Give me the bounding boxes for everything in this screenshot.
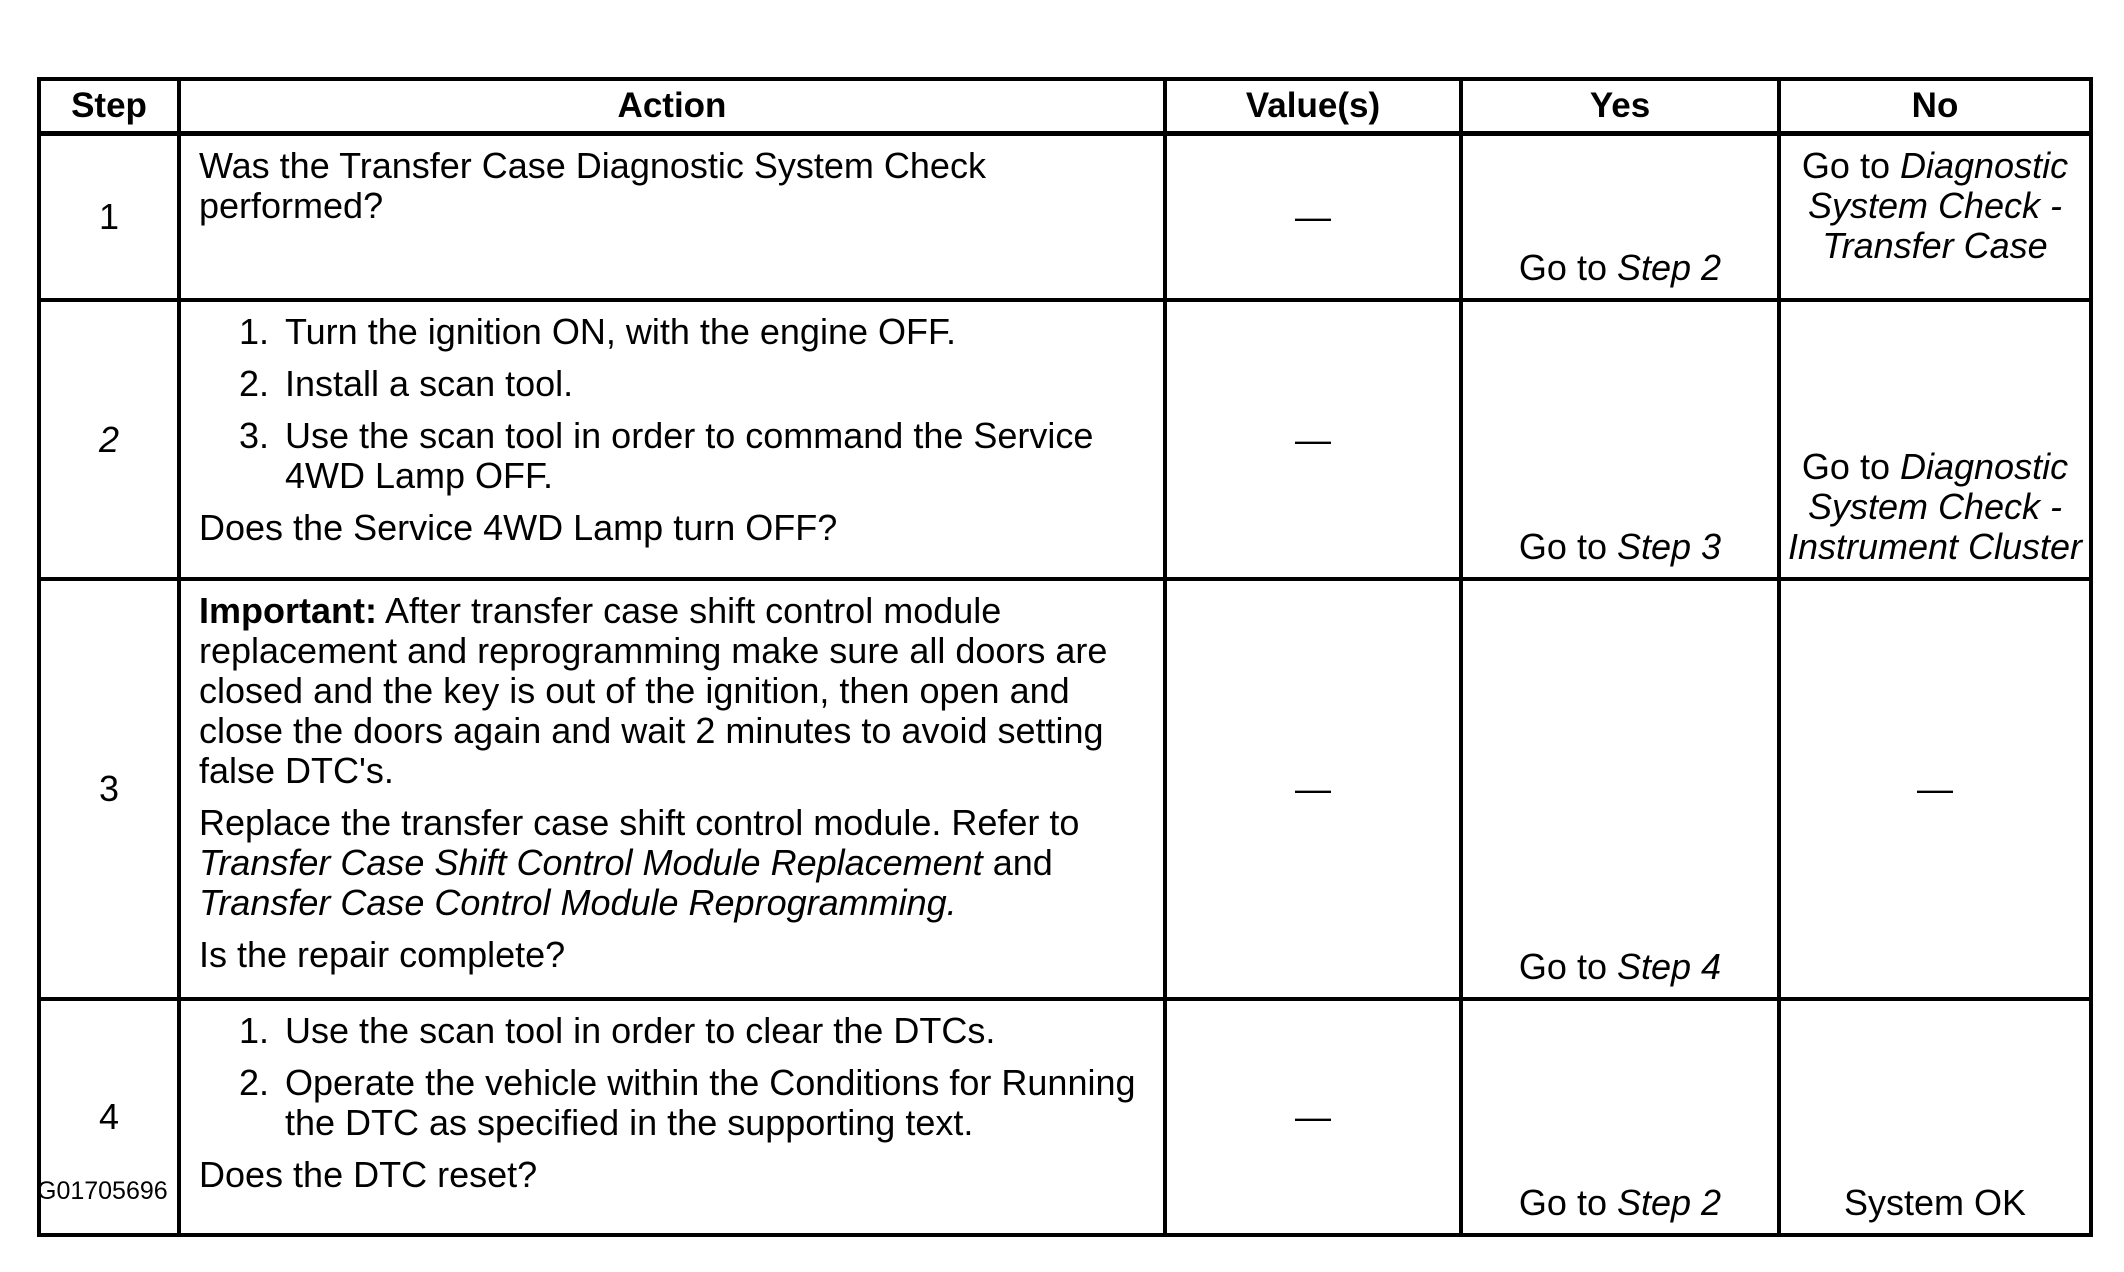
action-step-list [199,312,1145,496]
action-step-list [199,1011,1145,1143]
replace-and: and [982,842,1053,883]
table-row [39,134,2091,301]
diagnostic-table [37,77,2093,1237]
replacement-link[interactable]: Transfer Case Shift Control Module Replacement [199,842,983,883]
header-yes: Yes [1461,79,1779,134]
yes-prefix: Go to [1518,247,1617,288]
yes-step-link[interactable]: Step 2 [1616,247,1722,288]
no-cell: — [1779,579,2091,999]
value-cell: — [1165,579,1461,999]
yes-cell [1461,134,1779,301]
table-row [39,999,2091,1235]
yes-cell [1461,579,1779,999]
no-prefix: Go to [1801,446,1900,487]
important-label: Important: [199,590,377,631]
yes-step-link[interactable]: Step 3 [1616,526,1722,567]
header-row [39,79,2091,134]
step-number: 2 [39,300,179,579]
header-no: No [1779,79,2091,134]
action-question: Is the repair complete? [199,934,566,975]
step-number: 3 [39,579,179,999]
action-question: Does the Service 4WD Lamp turn OFF? [199,507,838,548]
no-prefix: Go to [1801,145,1900,186]
yes-step-link[interactable]: Step 4 [1616,946,1722,987]
yes-cell [1461,300,1779,579]
action-cell [179,579,1165,999]
yes-cell [1461,999,1779,1235]
header-values: Value(s) [1165,79,1461,134]
value-cell: — [1165,300,1461,579]
table-row [39,300,2091,579]
action-step: 1. Use the scan tool in order to clear the DTCs. [279,1011,1145,1051]
header-step: Step [39,79,179,134]
replace-prefix: Replace the transfer case shift control module. Refer to [199,802,1080,843]
yes-step-link[interactable]: Step 2 [1616,1182,1722,1223]
action-step: 2. Operate the vehicle within the Conditions for Running the DTC as specified in the supporting text. [279,1063,1145,1143]
yes-prefix: Go to [1518,946,1617,987]
step-number: 4 [39,999,179,1235]
reprogramming-link[interactable]: Transfer Case Control Module Reprogramming. [199,882,957,923]
action-question: Does the DTC reset? [199,1154,538,1195]
table-row [39,579,2091,999]
action-cell [179,134,1165,301]
action-cell [179,999,1165,1235]
figure-id: G01705696 [37,1177,168,1205]
important-note [199,591,1145,791]
step-number: 1 [39,134,179,301]
no-diagnostic-link[interactable]: Diagnostic System Check - Transfer Case [1807,145,2069,266]
no-cell: System OK [1779,999,2091,1235]
header-action: Action [179,79,1165,134]
no-cell [1779,134,2091,301]
action-cell [179,300,1165,579]
action-step: 3. Use the scan tool in order to command the Service 4WD Lamp OFF. [279,416,1145,496]
action-step: 2. Install a scan tool. [279,364,1145,404]
value-cell: — [1165,134,1461,301]
value-cell: — [1165,999,1461,1235]
replace-instruction [199,803,1145,923]
yes-prefix: Go to [1518,1182,1617,1223]
important-text: After transfer case shift control module replacement and reprogramming make sure all doors are closed and the key is out of the ignition, then open and close the doors again and wait 2 minutes to avoid setting false DTC's. [199,590,1108,791]
action-step: 1. Turn the ignition ON, with the engine OFF. [279,312,1145,352]
action-text: Was the Transfer Case Diagnostic System Check performed? [199,145,986,226]
no-cell [1779,300,2091,579]
yes-prefix: Go to [1518,526,1617,567]
no-diagnostic-link[interactable]: Diagnostic System Check - Instrument Cluster [1787,446,2083,567]
